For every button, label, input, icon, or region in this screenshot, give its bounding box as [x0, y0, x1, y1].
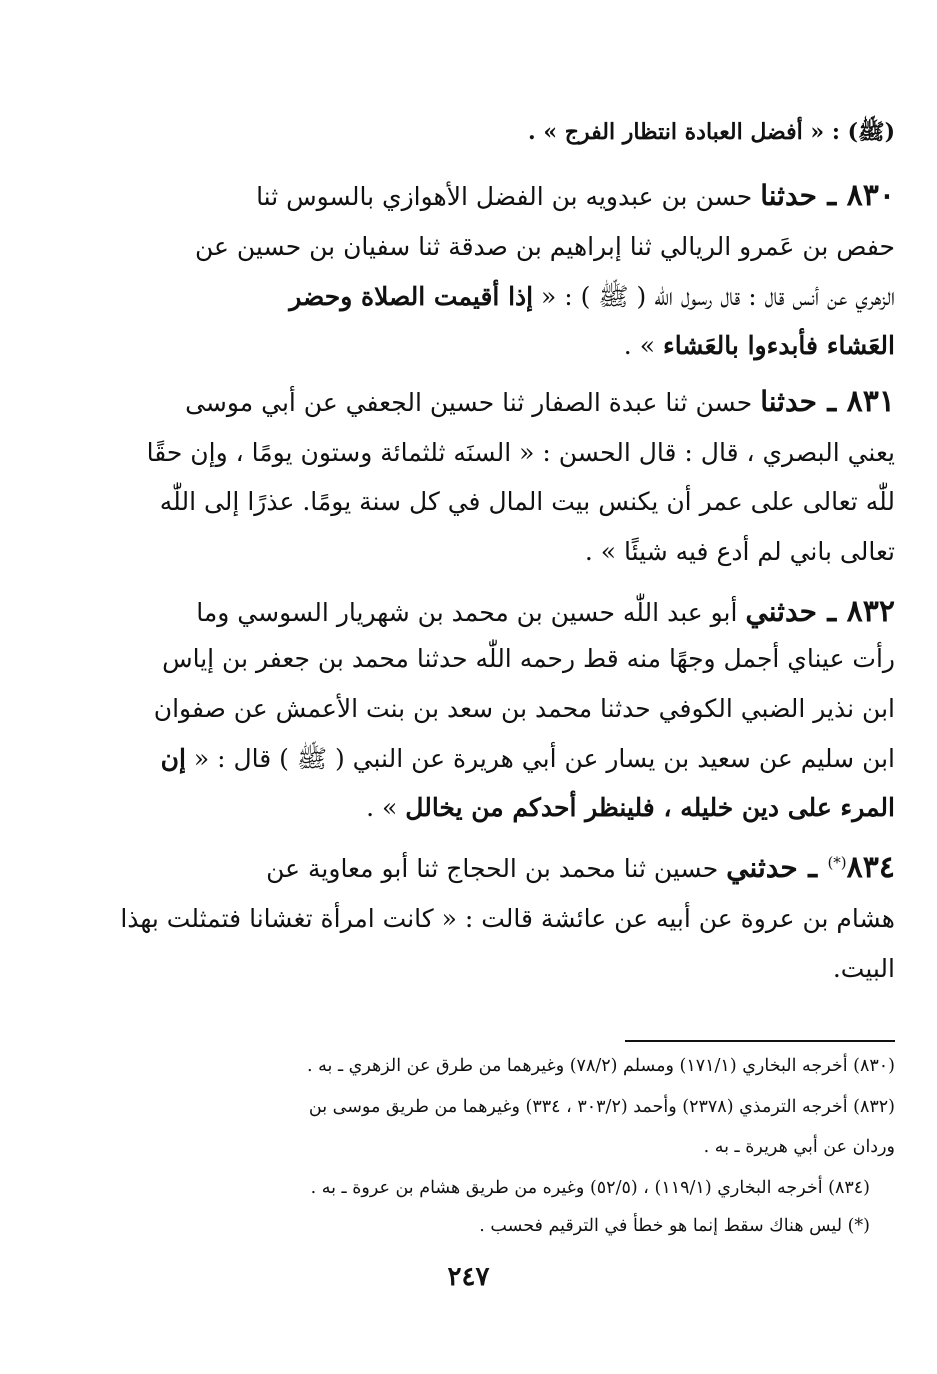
hadith-832-line-1 — [196, 594, 895, 629]
hadith-831-text-1: حسن ثنا عبدة الصفار ثنا حسين الجعفي عن أبي موسى — [185, 388, 761, 417]
hadith-832 — [150, 594, 895, 844]
hadith-834-line-2: هشام بن عروة عن أبيه عن عائشة قالت : « كانت امرأة تغشانا فتمثلت بهذا — [120, 904, 895, 933]
footnote-834: (٨٣٤) أخرجه البخاري (١١٩/١) ، (٥٢/٥) وغيره من طريق هشام بن عروة ـ به . — [310, 1178, 870, 1198]
hadith-832-matn-2: المرء على دين خليله ، فلينظر أحدكم من يخالل — [405, 793, 895, 822]
footnote-star: (*) ليس هناك سقط إنما هو خطأ في الترقيم فحسب . — [479, 1216, 870, 1236]
hadith-832-head: حدثني — [745, 595, 817, 628]
hadith-831-number: ٨٣١ ـ — [816, 384, 895, 419]
hadith-830-head: حدثنا — [760, 179, 817, 212]
page-number: ٢٤٧ — [447, 1262, 490, 1292]
hadith-830-line-2: حفص بن عَمرو الريالي ثنا إبراهيم بن صدقة ثنا سفيان بن حسين عن — [194, 232, 895, 261]
hadith-831-line-2: يعني البصري ، قال : قال الحسن : « السنَه ثلثمائة وستون يومًا ، وإن حقًا — [146, 438, 895, 467]
hadith-831-line-4: تعالى باني لم أدع فيه شيئًا » . — [584, 537, 895, 566]
hadith-830-text-3a: الزهري عن أنس قال : قال رسول اللّٰه ( ﷺ ) : « — [533, 282, 895, 311]
hadith-832-text-1: أبو عبد اللّٰه حسين بن محمد بن شهريار السوسي وما — [196, 598, 746, 627]
hadith-830-text-1: حسن بن عبدويه بن الفضل الأهوازي بالسوس ثنا — [256, 182, 761, 211]
hadith-832-text-4a: ابن سليم عن سعيد بن يسار عن أبي هريرة عن النبي ( ﷺ ) قال : « — [185, 744, 895, 773]
hadith-832-line-2: رأت عيناي أجمل وجهًا منه قط رحمه اللّٰه حدثنا محمد بن جعفر بن إياس — [162, 644, 895, 673]
hadith-830 — [150, 178, 895, 378]
footnote-832-line-1: (٨٣٢) أخرجه الترمذي (٢٣٧٨) وأحمد (٣٠٣/٢ ، ٣٣٤) وغيرهما من طريق موسى بن — [308, 1097, 895, 1117]
hadith-834-text-1: حسين ثنا محمد بن الحجاج ثنا أبو معاوية عن — [266, 854, 727, 883]
hadith-831 — [146, 384, 895, 594]
hadith-831-head: حدثنا — [760, 385, 817, 418]
hadith-832-line-4 — [161, 743, 895, 780]
hadith-832-line-5 — [366, 793, 895, 822]
hadith-830-number: ٨٣٠ ـ — [816, 178, 895, 213]
hadith-832-text-5b: » . — [366, 793, 406, 822]
hadith-834-line-3: البيت. — [832, 954, 895, 983]
hadith-832-line-3: ابن نذير الضبي الكوفي حدثنا محمد بن سعد بن بنت الأعمش عن صفوان — [153, 694, 895, 723]
hadith-834-footnote-marker: (*) — [827, 853, 847, 872]
footnote-830: (٨٣٠) أخرجه البخاري (١٧١/١) ومسلم (٧٨/٢) وغيرهما من طرق عن الزهري ـ به . — [307, 1056, 895, 1076]
hadith-830-matn-1: إذا أقيمت الصلاة وحضر — [289, 282, 534, 311]
hadith-832-number: ٨٣٢ ـ — [816, 594, 895, 629]
intro-text: (ﷺ) : « أفضل العبادة انتظار الفرج » . — [528, 119, 895, 145]
hadith-832-matn-1: إن — [160, 744, 186, 773]
hadith-830-line-4 — [624, 331, 895, 360]
hadith-834 — [120, 850, 895, 990]
hadith-831-line-1 — [185, 384, 895, 419]
hadith-834-line-1 — [266, 850, 895, 885]
hadith-834-dash: ـ — [797, 850, 828, 885]
hadith-830-line-1 — [256, 178, 895, 213]
hadith-830-text-4b: » . — [623, 331, 663, 360]
hadith-834-head: حدثني — [726, 851, 798, 884]
hadith-830-matn-2: العَشاء فأبدءوا بالعَشاء — [662, 331, 895, 360]
hadith-830-line-3 — [289, 281, 895, 318]
hadith-831-line-3: للّٰه تعالى على عمر أن يكنس بيت المال في كل سنة يومًا. عذرًا إلى اللّٰه — [159, 487, 895, 516]
hadith-834-number: ٨٣٤ — [846, 850, 895, 885]
footnote-832-line-2: وردان عن أبي هريرة ـ به . — [703, 1137, 895, 1157]
footnote-separator — [625, 1040, 895, 1042]
